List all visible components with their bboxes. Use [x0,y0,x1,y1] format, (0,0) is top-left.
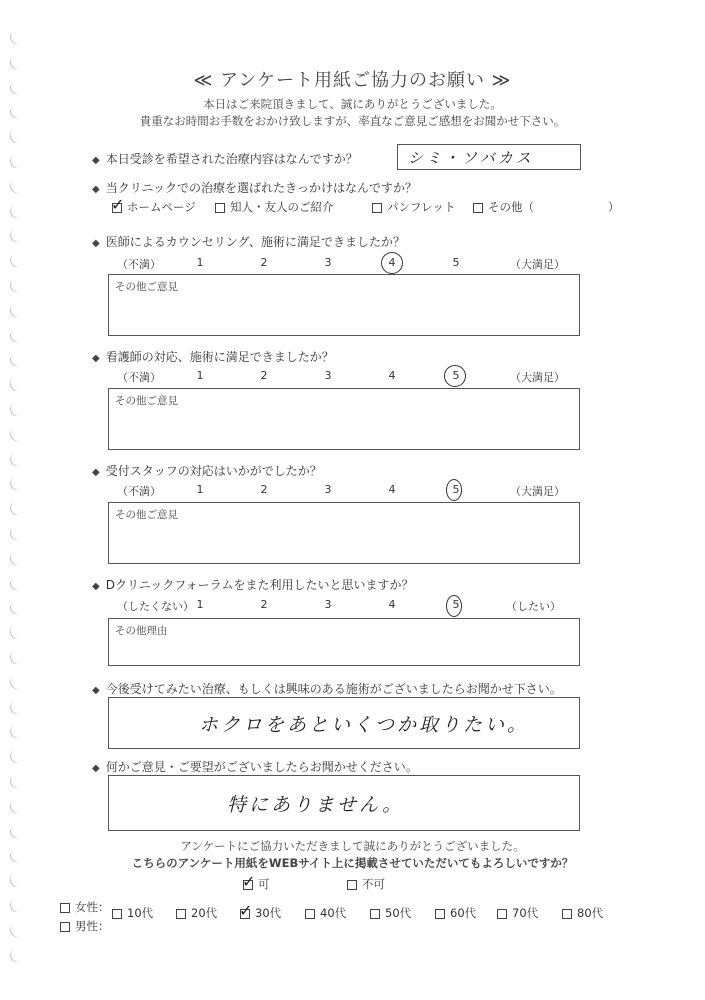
gender-male[interactable]: 男性： [60,918,110,934]
binder-hole [8,449,28,468]
diamond-icon: ◆ [92,353,100,364]
age-30s[interactable]: ✓ 30代 [239,900,282,920]
gender-female[interactable]: 女性： [60,899,110,915]
checkbox[interactable] [215,203,225,213]
binder-hole [8,895,28,914]
diamond-icon: ◆ [92,184,100,195]
checkbox[interactable] [372,203,382,213]
diamond-icon: ◆ [92,155,100,166]
question-3: ◆ 医師によるカウンセリング、施術に満足できましたか？ [92,235,405,249]
age-70s[interactable]: 70代 [497,905,538,921]
checkbox[interactable] [60,922,70,932]
comment-label: その他ご意見 [115,509,178,521]
scale-high-label: （大満足） [510,485,565,498]
binder-hole [8,375,28,394]
binder-hole [8,647,28,666]
binder-hole [8,251,28,270]
binder-hole [8,871,28,890]
question-4: ◆ 看護師の対応、施術に満足できましたか？ [92,350,334,364]
binder-hole [8,226,28,245]
option-other-close: ） [608,200,620,214]
question-8: ◆ 何かご意見・ご要望がございましたらお聞かせください。 [92,760,418,774]
publish-yes[interactable]: ✓ 可 [242,871,270,891]
scale-2[interactable]: 2 [260,256,268,269]
check-mark-icon: ✓ [111,194,125,214]
scale-1[interactable]: 1 [196,483,204,496]
age-50s[interactable]: 50代 [370,905,411,921]
scale-3[interactable]: 3 [324,483,332,496]
q1-answer-field[interactable] [397,144,581,170]
selected-circle-mark [381,252,403,274]
question-5: ◆ 受付スタッフの対応はいかがでしたか？ [92,464,322,478]
checkbox[interactable] [562,909,572,919]
q7-answer-field[interactable] [108,697,580,749]
option-pamphlet[interactable]: パンフレット [372,199,455,215]
checkbox[interactable] [111,194,125,214]
age-40s[interactable]: 40代 [305,905,346,921]
binder-hole [8,127,28,146]
q8-answer-field[interactable] [108,775,580,831]
binder-hole [8,523,28,542]
scale-4[interactable]: 4 [388,598,396,611]
question-1: ◆ 本日受診を希望された治療内容はなんですか？ [92,152,358,166]
comment-label: その他ご意見 [115,395,178,407]
binder-hole [8,325,28,344]
age-20s[interactable]: 20代 [176,905,217,921]
checkbox[interactable] [239,900,253,920]
scale-1[interactable]: 1 [196,598,204,611]
diamond-icon: ◆ [92,467,100,478]
checkbox[interactable] [112,909,122,919]
scale-4[interactable]: 4 [388,369,396,382]
scale-3[interactable]: 3 [324,256,332,269]
check-mark-icon: ✓ [242,871,256,891]
binder-hole [8,399,28,418]
checkbox[interactable] [347,880,357,890]
q5-comment-field[interactable] [108,502,580,564]
scale-high-label: （大満足） [510,258,565,271]
intro-line-1: 本日はご来院頂きまして、誠にありがとうございました。 [203,97,502,111]
scale-4[interactable]: 4 [388,256,396,269]
scale-2[interactable]: 2 [260,369,268,382]
q1-answer: シミ・ソバカス [408,149,534,167]
binder-hole [8,201,28,220]
age-10s[interactable]: 10代 [112,905,153,921]
scale-low-label: （したくない） [117,600,194,613]
binder-hole [8,697,28,716]
checkbox[interactable] [370,909,380,919]
binder-hole [8,275,28,294]
q6-comment-field[interactable] [108,618,580,666]
option-referral[interactable]: 知人・友人のご紹介 [215,199,334,215]
checkbox[interactable] [242,871,256,891]
check-mark-icon: ✓ [239,900,253,920]
binder-hole [8,548,28,567]
checkbox[interactable] [305,909,315,919]
binder-hole [8,920,28,939]
intro-line-2: 貴重なお時間お手数をおかけ致しますが、率直なご意見ご感想をお聞かせ下さい。 [139,114,566,128]
binder-hole [8,623,28,642]
scale-5[interactable]: 5 [452,256,460,269]
publish-no[interactable]: 不可 [347,876,385,892]
question-7: ◆ 今後受けてみたい治療、もしくは興味のある施術がございましたらお聞かせ下さい。 [92,682,562,696]
checkbox[interactable] [435,909,445,919]
binder-hole [8,945,28,964]
binder-hole [8,771,28,790]
binder-hole [8,27,28,46]
scale-5[interactable]: 5 [452,369,460,382]
scale-low-label: （不満） [117,485,161,498]
scale-5[interactable]: 5 [452,483,460,496]
scale-5[interactable]: 5 [452,598,460,611]
question-2: ◆ 当クリニックでの治療を選ばれたきっかけはなんですか？ [92,181,417,195]
diamond-icon: ◆ [92,763,100,774]
selected-circle-mark [446,595,462,617]
binder-hole [8,474,28,493]
checkbox[interactable] [60,903,70,913]
binder-hole [8,672,28,691]
page-title: ≪ アンケート用紙ご協力のお願い ≫ [193,70,512,91]
age-80s[interactable]: 80代 [562,905,603,921]
q8-answer: 特にありません。 [227,794,405,816]
diamond-icon: ◆ [92,581,100,592]
binder-holes [6,30,28,970]
checkbox[interactable] [473,203,483,213]
publish-question: こちらのアンケート用紙をWEBサイト上に掲載させていただいてもよろしいですか？ [131,856,574,870]
diamond-icon: ◆ [92,238,100,249]
scale-high-label: （したい） [506,600,561,613]
binder-hole [8,722,28,741]
scale-2[interactable]: 2 [260,483,268,496]
binder-hole [8,796,28,815]
checkbox[interactable] [497,909,507,919]
diamond-icon: ◆ [92,685,100,696]
selected-circle-mark [446,479,462,501]
scale-1[interactable]: 1 [196,369,204,382]
binder-hole [8,747,28,766]
q3-comment-field[interactable] [108,274,580,336]
q7-answer: ホクロをあといくつか取りたい。 [199,714,530,736]
scale-2[interactable]: 2 [260,598,268,611]
comment-label: その他理由 [115,625,168,637]
binder-hole [8,598,28,617]
scale-4[interactable]: 4 [388,483,396,496]
scale-low-label: （不満） [117,258,161,271]
scale-1[interactable]: 1 [196,256,204,269]
binder-hole [8,176,28,195]
binder-hole [8,573,28,592]
question-6: ◆ Dクリニックフォーラムをまた利用したいと思いますか？ [92,578,414,592]
age-60s[interactable]: 60代 [435,905,476,921]
closing-text: アンケートにご協力いただきまして誠にありがとうございました。 [180,839,525,853]
binder-hole [8,424,28,443]
scale-3[interactable]: 3 [324,369,332,382]
selected-circle-mark [444,365,466,387]
binder-hole [8,300,28,319]
option-other[interactable]: その他（ [473,199,534,215]
scale-3[interactable]: 3 [324,598,332,611]
comment-label: その他ご意見 [115,281,178,293]
q4-comment-field[interactable] [108,388,580,450]
binder-hole [8,350,28,369]
checkbox[interactable] [176,909,186,919]
option-homepage[interactable]: ✓ ホームページ [111,194,196,214]
binder-hole [8,499,28,518]
scale-high-label: （大満足） [510,371,565,384]
binder-hole [8,151,28,170]
scale-low-label: （不満） [117,371,161,384]
